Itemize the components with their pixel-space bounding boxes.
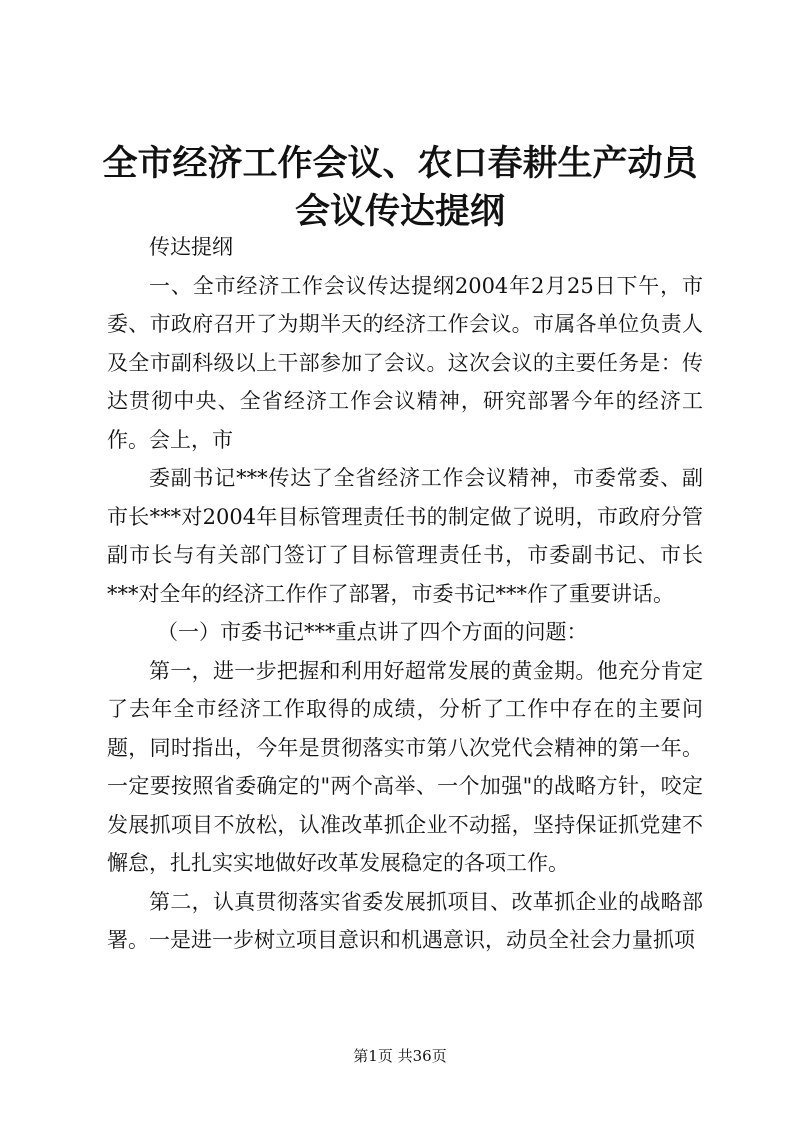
paragraph: 一、全市经济工作会议传达提纲2004年2月25日下午，市委、市政府召开了为期半天的经济工作会议。市属各单位负责人及全市副科级以上干部参加了会议。这次会议的主要任务是：传达贯彻中央、全省经济工作会议精神，研究部署今年的经济工作。会上，市 (107, 273, 703, 452)
paragraph: 委副书记***传达了全省经济工作会议精神，市委常委、副市长***对2004年目标管理责任书的制定做了说明，市政府分管副市长与有关部门签订了目标管理责任书，市委副书记、市长***对全年的经济工作作了部署，市委书记***作了重要讲话。 (107, 466, 703, 606)
page-footer: 第1页 共36页 (353, 1047, 447, 1065)
paragraph: 第二，认真贯彻落实省委发展抓项目、改革抓企业的战略部署。一是进一步树立项目意识和机遇意识，动员全社会力量抓项 (107, 889, 703, 952)
document-title: 全市经济工作会议、农口春耕生产动员会议传达提纲 (102, 143, 698, 232)
document-body (107, 228, 703, 960)
section-heading: （一）市委书记***重点讲了四个方面的问题： (157, 620, 588, 644)
paragraph: 第一，进一步把握和利用好超常发展的黄金期。他充分肯定了去年全市经济工作取得的成绩，分析了工作中存在的主要问题，同时指出，今年是贯彻落实市第八次党代会精神的第一年。一定要按照省委确定的"两个高举、一个加强"的战略方针，咬定发展抓项目不放松，认准改革抓企业不动摇，坚持保证抓党建不懈怠，扎扎实实地做好改革发展稳定的各项工作。 (107, 658, 703, 875)
paragraph-heading: 传达提纲 (149, 235, 233, 259)
